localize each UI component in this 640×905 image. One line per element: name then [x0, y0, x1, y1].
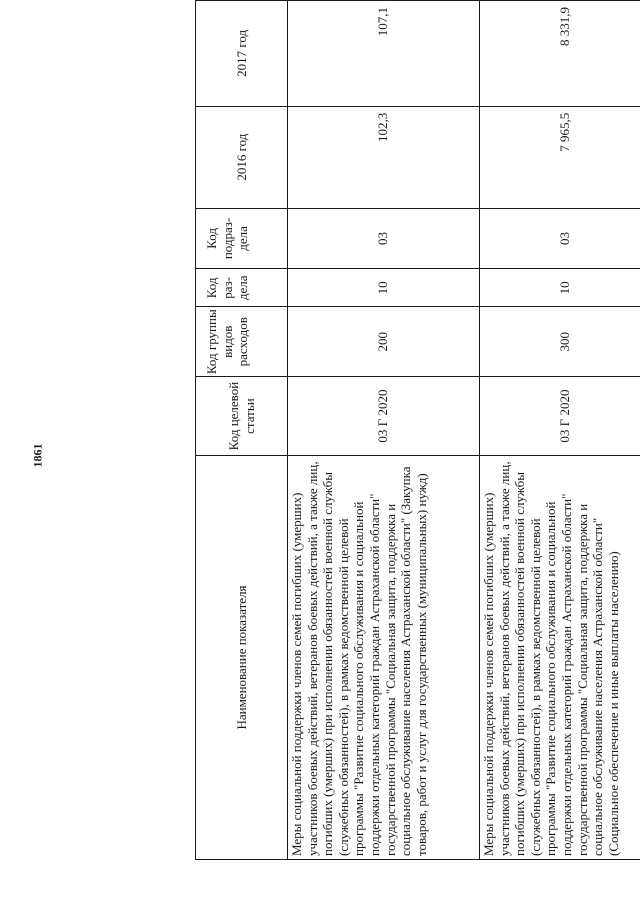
header-name: Наименование показателя	[196, 455, 287, 859]
row-target-code: 03 Г 2020	[375, 389, 391, 443]
row-value-2016: 102,3	[375, 112, 391, 143]
row-subsection-cell	[479, 208, 640, 269]
row-2017-cell	[287, 1, 479, 106]
row-target-code-cell	[287, 376, 479, 455]
row-name-cell	[287, 455, 479, 859]
row-subsection-code: 03	[557, 231, 573, 245]
header-subsection-code: Код подраз-дела	[196, 208, 287, 269]
row-value-2017: 8 331,9	[557, 7, 573, 47]
budget-table-rotated	[195, 0, 640, 860]
row-section-cell	[479, 268, 640, 306]
page-number: 1861	[30, 443, 45, 468]
row-section-code: 10	[375, 281, 391, 295]
row-section-cell	[287, 268, 479, 306]
row-expense-group-cell	[287, 306, 479, 376]
row-name: Меры социальной поддержки членов семей погибших (умерших) участников боевых действий, ветеранов боевых действий, а также лиц, погибших (умерших) при исполнении обязанностей военной службы (служебных обязанностей), в рамках ведомственной целевой программы "Развитие социального обслуживания и социальной поддержки отдельных категорий граждан Астраханской области" государственной программы "Социальная защита, поддержка и социальное обслуживание населения Астраханской области" (Социальное обеспечение и иные выплаты населению)	[481, 461, 621, 856]
row-2017-cell	[479, 1, 640, 106]
row-2016-cell	[479, 106, 640, 208]
header-expense-group-code: Код группы видов расходов	[196, 306, 287, 376]
table-header-row	[196, 1, 288, 859]
table-row	[479, 1, 640, 859]
row-value-2017: 107,1	[375, 7, 391, 37]
header-target-code: Код целевой статьи	[196, 376, 287, 455]
row-2016-cell	[287, 106, 479, 208]
header-section-code: Код раз-дела	[196, 268, 287, 306]
row-name-cell	[479, 455, 640, 859]
row-expense-group-code: 300	[557, 331, 573, 352]
header-year-2016: 2016 год	[196, 106, 287, 208]
row-expense-group-cell	[479, 306, 640, 376]
row-section-code: 10	[557, 281, 573, 295]
row-name: Меры социальной поддержки членов семей погибших (умерших) участников боевых действий, ветеранов боевых действий, а также лиц, погибших (умерших) при исполнении обязанностей военной службы (служебных обязанностей), в рамках ведомственной целевой программы "Развитие социального обслуживания и социальной поддержки отдельных категорий граждан Астраханской области" государственной программы "Социальная защита, поддержка и социальное обслуживание населения Астраханской области" (Закупка товаров, работ и услуг для государственных (муниципальных) нужд)	[289, 461, 429, 856]
table-row	[287, 1, 480, 859]
row-expense-group-code: 200	[375, 331, 391, 352]
row-target-code-cell	[479, 376, 640, 455]
row-target-code: 03 Г 2020	[557, 389, 573, 443]
row-subsection-code: 03	[375, 231, 391, 245]
budget-table	[195, 0, 640, 860]
row-value-2016: 7 965,5	[557, 112, 573, 152]
row-subsection-cell	[287, 208, 479, 269]
header-year-2017: 2017 год	[233, 29, 249, 77]
